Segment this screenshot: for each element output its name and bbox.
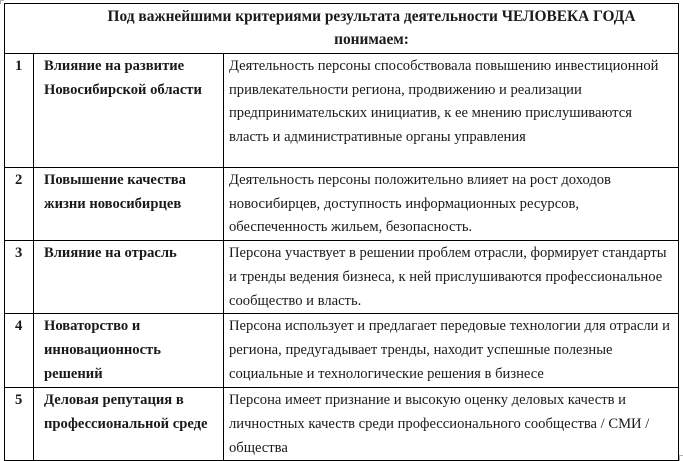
criterion-name: Деловая репутация в профессиональной среде [34, 388, 224, 461]
table-resize-handle[interactable] [679, 455, 683, 461]
table-row [5, 388, 679, 461]
row-number: 4 [5, 314, 34, 388]
row-number: 3 [5, 241, 34, 314]
criterion-name: Новаторство и инновационность решений [34, 314, 224, 388]
table-row [5, 54, 679, 168]
criterion-description: Деятельность персоны положительно влияет на рост доходов новосибирцев, доступность информационных ресурсов, обеспеченность жильем, безопасность. [224, 168, 679, 241]
row-number: 5 [5, 388, 34, 461]
row-number: 2 [5, 168, 34, 241]
table-row [5, 241, 679, 314]
criterion-name: Влияние на отрасль [34, 241, 224, 314]
table-row [5, 314, 679, 388]
row-number: 1 [5, 54, 34, 168]
criterion-name: Влияние на развитие Новосибирской области [34, 54, 224, 168]
table-header: Под важнейшими критериями результата деятельности ЧЕЛОВЕКА ГОДА понимаем: [5, 4, 679, 54]
criterion-description: Деятельность персоны способствовала повышению инвестиционной привлекательности региона, продвижению и реализации предпринимательских инициатив, к ее мнению прислушиваются власть и административные органы управления [224, 54, 679, 168]
table-header-row [5, 4, 679, 54]
criterion-description: Персона использует и предлагает передовые технологии для отрасли и региона, предугадывает тренды, находит успешные полезные социальные и технологические решения в бизнесе [224, 314, 679, 388]
criterion-description: Персона участвует в решении проблем отрасли, формирует стандарты и тренды ведения бизнеса, к ней прислушиваются профессиональное сообщество и власть. [224, 241, 679, 314]
criterion-name: Повышение качества жизни новосибирцев [34, 168, 224, 241]
criterion-description: Персона имеет признание и высокую оценку деловых качеств и личностных качеств среди профессионального сообщества / СМИ / общества [224, 388, 679, 461]
table-row [5, 168, 679, 241]
criteria-table [4, 3, 679, 461]
